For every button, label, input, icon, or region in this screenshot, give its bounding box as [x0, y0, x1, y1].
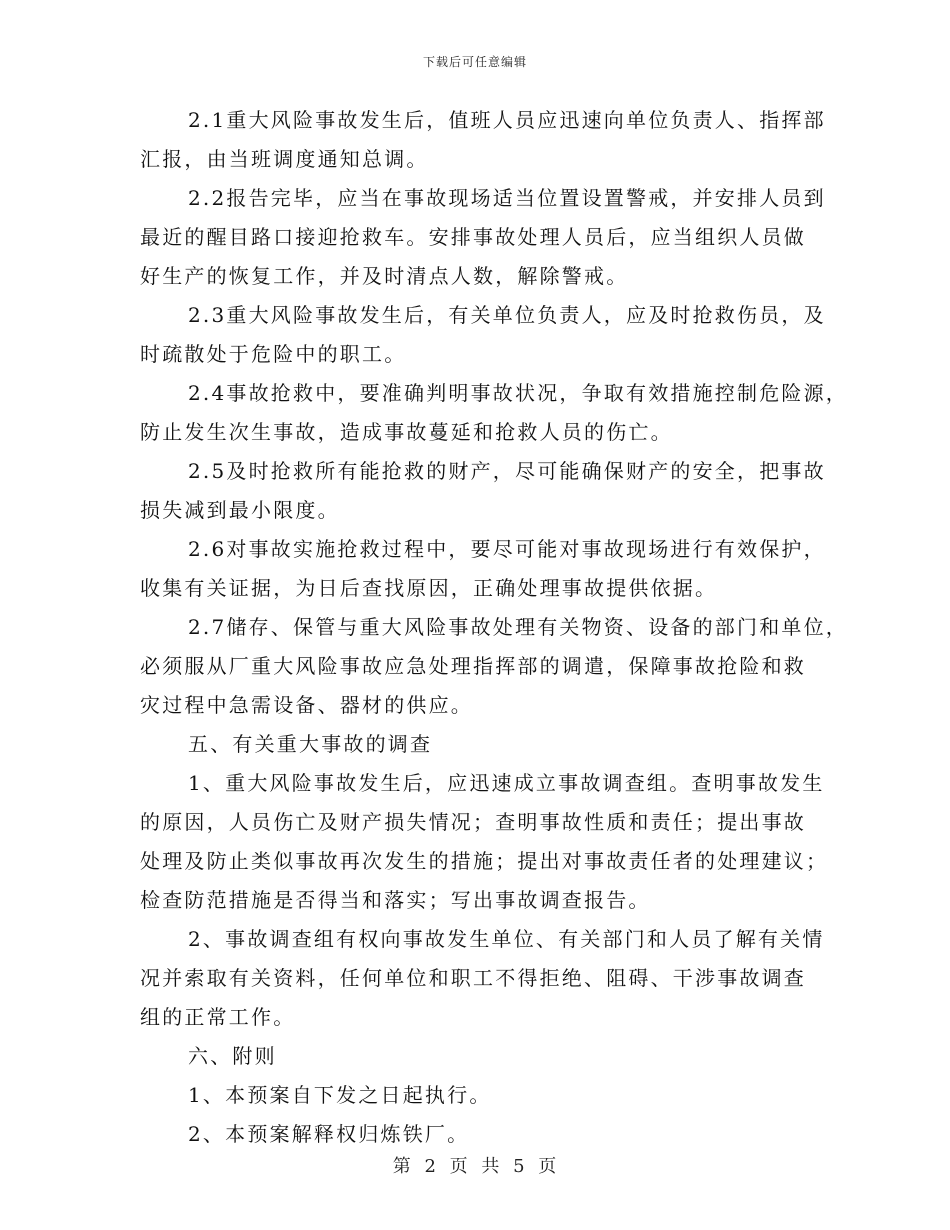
text-line: 灾过程中急需设备、器材的供应。 — [140, 693, 473, 717]
text-line: 2.5及时抢救所有能抢救的财产，尽可能确保财产的安全，把事故 — [188, 459, 826, 483]
page-header: 下载后可任意编辑 — [422, 55, 527, 69]
text-line: 防止发生次生事故，造成事故蔓延和抢救人员的伤亡。 — [140, 420, 673, 444]
text-line: 1、重大风险事故发生后，应迅速成立事故调查组。查明事故发生 — [188, 771, 825, 795]
text-line: 2.3重大风险事故发生后，有关单位负责人，应及时抢救伤员，及 — [188, 303, 826, 327]
text-line: 损失减到最小限度。 — [140, 498, 340, 522]
text-line: 收集有关证据，为日后查找原因，正确处理事故提供依据。 — [140, 576, 718, 600]
text-line: 六、附则 — [188, 1044, 277, 1068]
text-line: 必须服从厂重大风险事故应急处理指挥部的调遣，保障事故抢险和救 — [140, 654, 806, 678]
text-line: 好生产的恢复工作，并及时清点人数，解除警戒。 — [140, 264, 629, 288]
text-line: 2.6对事故实施抢救过程中，要尽可能对事故现场进行有效保护， — [188, 537, 826, 561]
text-line: 时疏散处于危险中的职工。 — [140, 342, 407, 366]
text-line: 1、本预案自下发之日起执行。 — [188, 1083, 492, 1107]
text-line: 2.1重大风险事故发生后，值班人员应迅速向单位负责人、指挥部 — [188, 108, 826, 132]
text-line: 五、有关重大事故的调查 — [188, 732, 433, 756]
text-line: 组的正常工作。 — [140, 1005, 296, 1029]
document-body — [140, 108, 849, 1146]
text-line: 2.4事故抢救中，要准确判明事故状况，争取有效措施控制危险源， — [188, 381, 849, 405]
text-line: 2、事故调查组有权向事故发生单位、有关部门和人员了解有关情 — [188, 927, 825, 951]
text-line: 2.7储存、保管与重大风险事故处理有关物资、设备的部门和单位， — [188, 615, 849, 639]
text-line: 汇报，由当班调度通知总调。 — [140, 147, 429, 171]
text-line: 的原因，人员伤亡及财产损失情况；查明事故性质和责任；提出事故 — [140, 810, 806, 834]
text-line: 处理及防止类似事故再次发生的措施；提出对事故责任者的处理建议； — [140, 849, 829, 873]
text-line: 2.2报告完毕，应当在事故现场适当位置设置警戒，并安排人员到 — [188, 186, 826, 210]
text-line: 检查防范措施是否得当和落实；写出事故调查报告。 — [140, 888, 651, 912]
text-line: 况并索取有关资料，任何单位和职工不得拒绝、阻碍、干涉事故调查 — [140, 966, 806, 990]
page-footer: 第 2 页 共 5 页 — [392, 1156, 558, 1177]
text-line: 2、本预案解释权归炼铁厂。 — [188, 1122, 470, 1146]
text-line: 最近的醒目路口接迎抢救车。安排事故处理人员后，应当组织人员做 — [140, 225, 806, 249]
